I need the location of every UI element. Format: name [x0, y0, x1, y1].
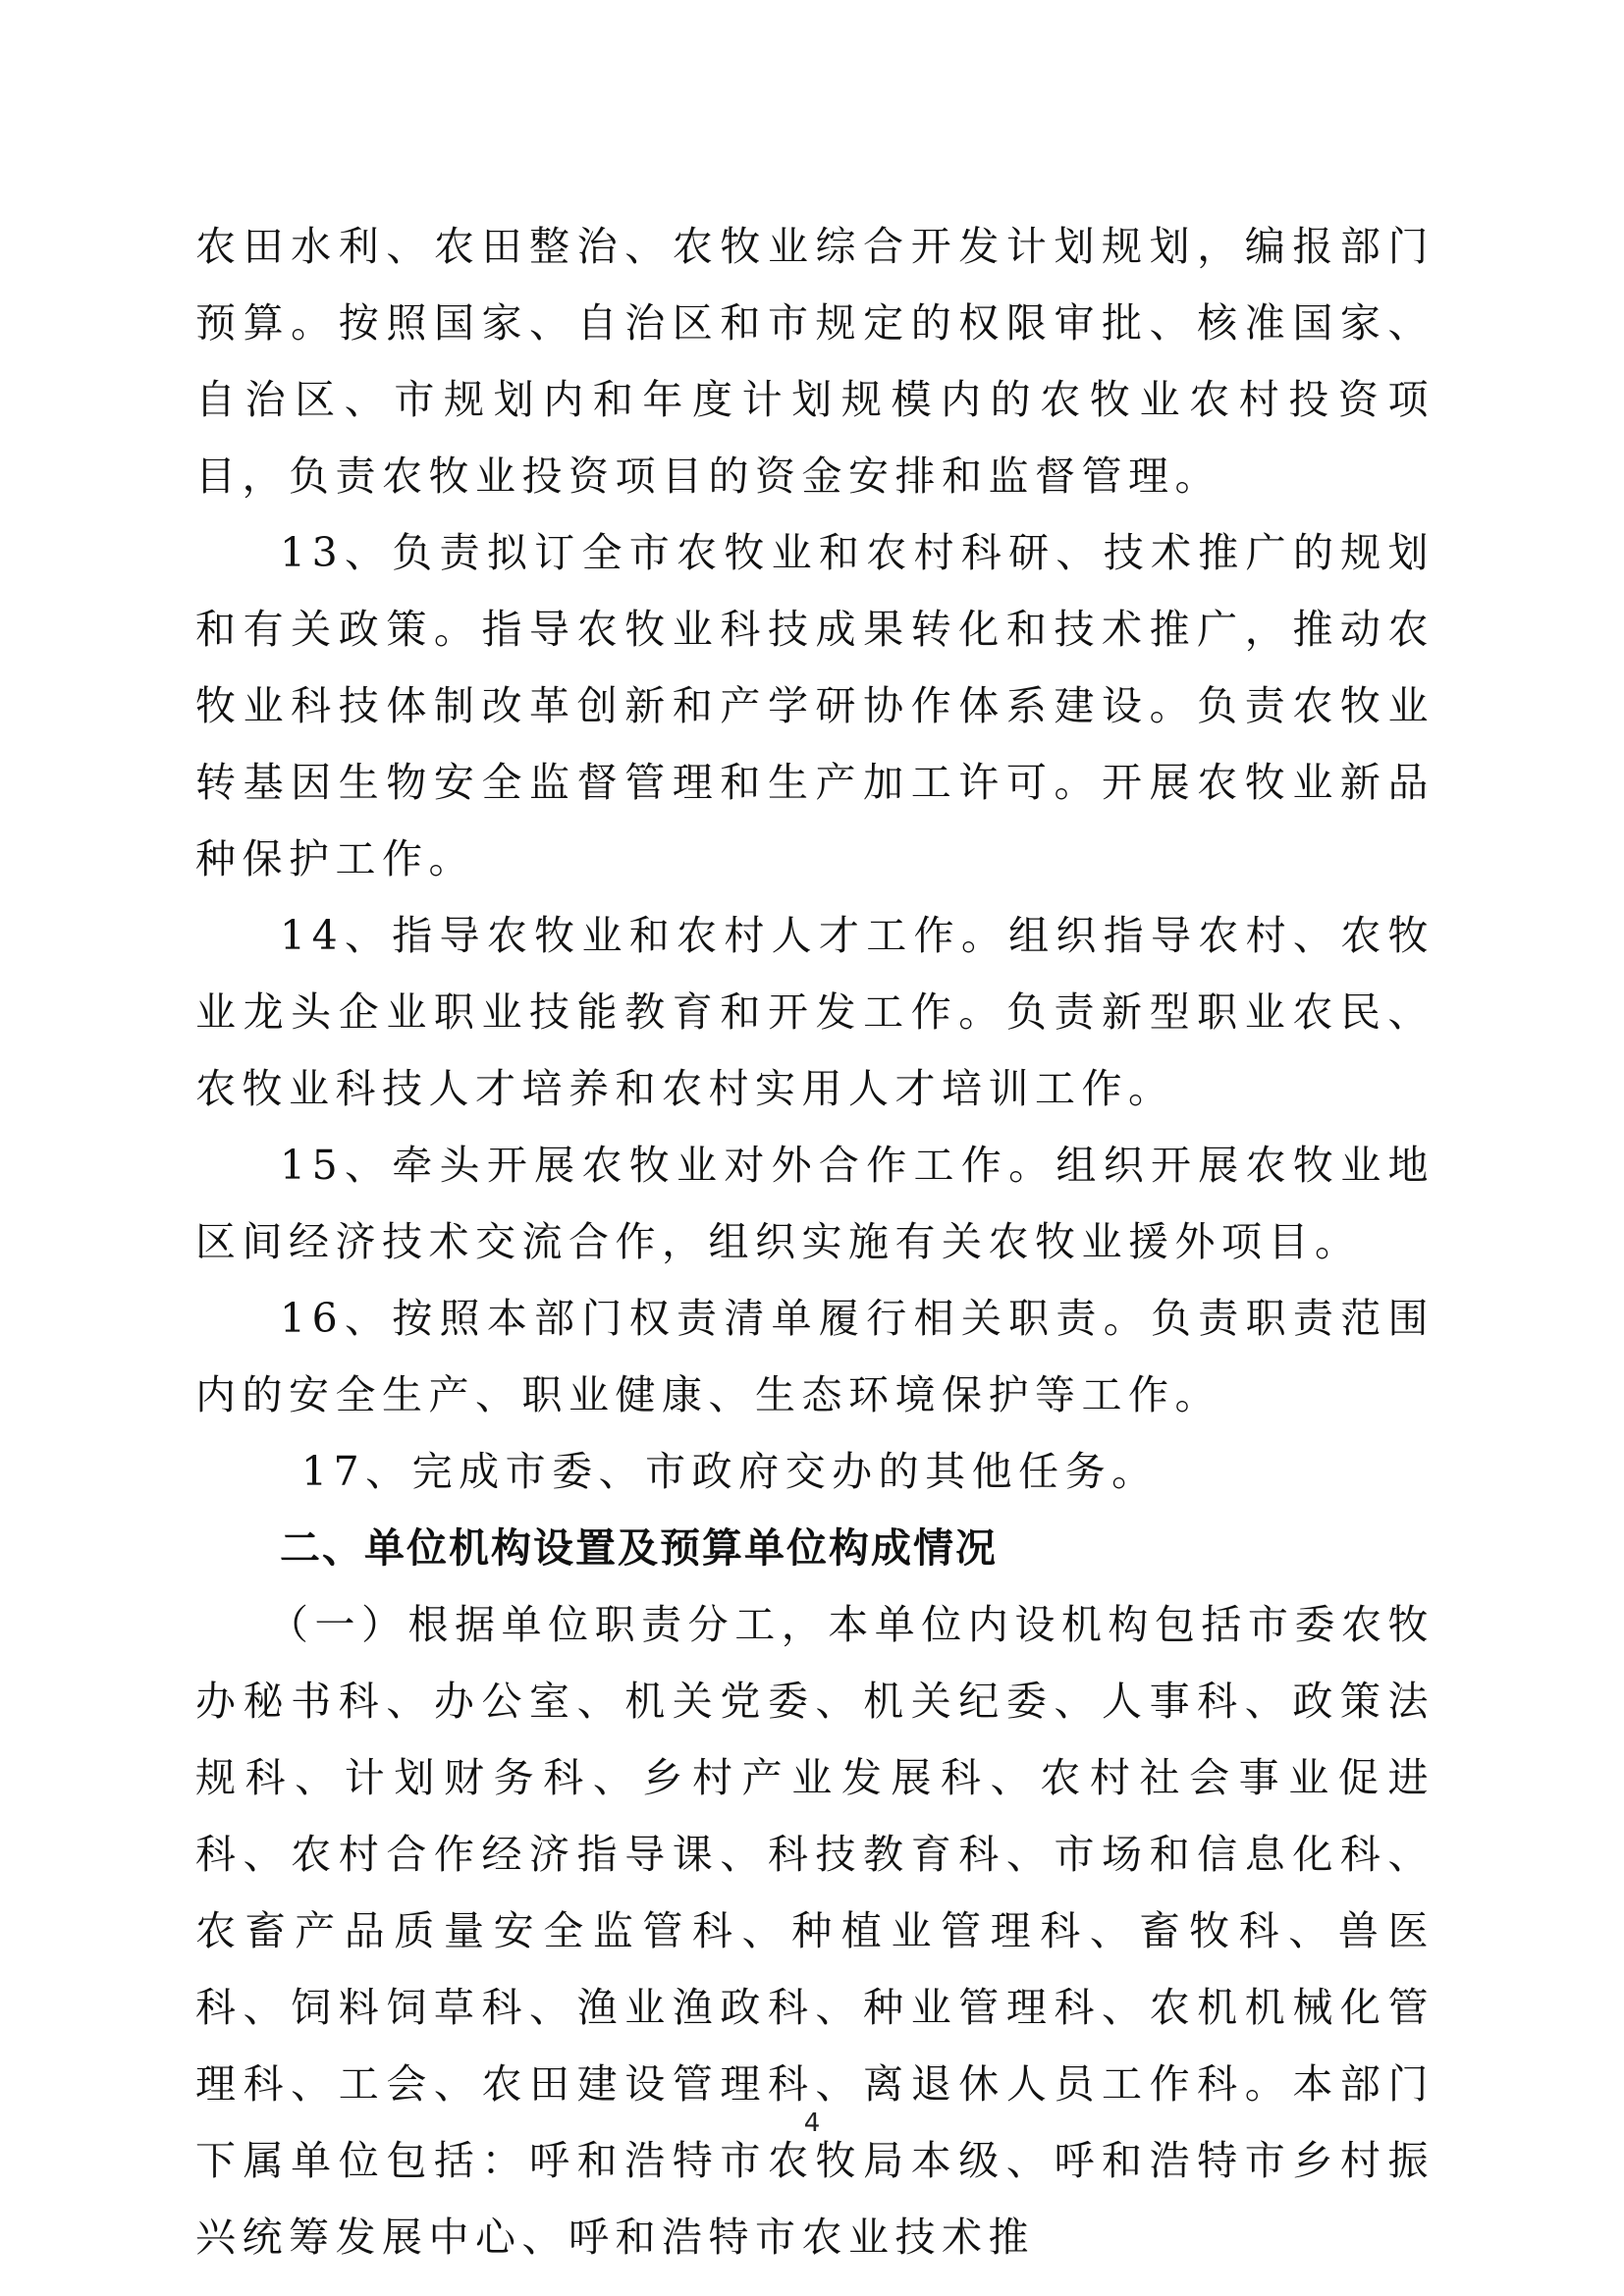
document-body [195, 208, 1435, 2275]
page-number: 4 [803, 2109, 821, 2138]
paragraph-item-17: 17、完成市委、市政府交办的其他任务。 [301, 1448, 1159, 1495]
paragraph-continuation-item-12: 农田水利、农田整治、农牧业综合开发计划规划，编报部门预算。按照国家、自治区和市规定的权限审批、核准国家、自治区、市规划内和年度计划规模内的农牧业农村投资项目，负责农牧业投资项目的资金安排和监督管理。 [195, 223, 1435, 500]
paragraph-item-14: 14、指导农牧业和农村人才工作。组织指导农村、农牧业龙头企业职业技能教育和开发工作。负责新型职业农民、农牧业科技人才培养和农村实用人才培训工作。 [195, 912, 1435, 1112]
paragraph-item-13: 13、负责拟订全市农牧业和农村科研、技术推广的规划和有关政策。指导农牧业科技成果转化和技术推广，推动农牧业科技体制改革创新和产学研协作体系建设。负责农牧业转基因生物安全监督管理和生产加工许可。开展农牧业新品种保护工作。 [195, 529, 1435, 882]
paragraph-item-15: 15、牵头开展农牧业对外合作工作。组织开展农牧业地区间经济技术交流合作，组织实施有关农牧业援外项目。 [195, 1142, 1435, 1265]
paragraph-section-1: （一）根据单位职责分工，本单位内设机构包括市委农牧办秘书科、办公室、机关党委、机关纪委、人事科、政策法规科、计划财务科、乡村产业发展科、农村社会事业促进科、农村合作经济指导课、科技教育科、市场和信息化科、农畜产品质量安全监管科、种植业管理科、畜牧科、兽医科、饲料饲草科、渔业渔政科、种业管理科、农机机械化管理科、工会、农田建设管理科、离退休人员工作科。本部门下属单位包括：呼和浩特市农牧局本级、呼和浩特市乡村振兴统筹发展中心、呼和浩特市农业技术推 [195, 1601, 1435, 2261]
section-heading: 二、单位机构设置及预算单位构成情况 [280, 1524, 998, 1572]
paragraph-item-16: 16、按照本部门权责清单履行相关职责。负责职责范围内的安全生产、职业健康、生态环境保护等工作。 [195, 1295, 1435, 1418]
